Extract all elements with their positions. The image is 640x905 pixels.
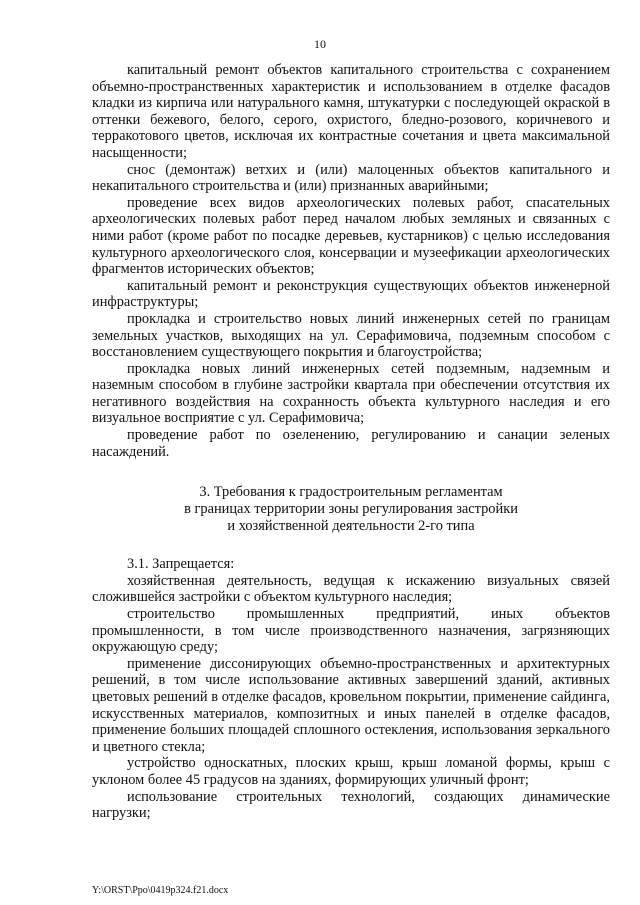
subsection-title: 3.1. Запрещается:	[127, 556, 235, 573]
document-body	[92, 62, 610, 822]
paragraph: проведение работ по озеленению, регулированию и санации зеленых насаждений.	[92, 427, 610, 460]
paragraph: применение диссонирующих объемно-пространственных и архитектурных решений, в том числе использование активных завершений зданий, активных цветовых решений в отделке фасадов, кровельном покрытии, применение сайдинга, искусственных материалов, композитных и иных панелей в отделке фасадов, применение больших площадей сплошного остекления, использования зеркального и цветного стекла;	[92, 655, 610, 755]
section-heading-line: 3. Требования к градостроительным регламентам	[199, 484, 503, 501]
footer-file-path: Y:\ORST\Ppo\0419p324.f21.docx	[92, 885, 229, 896]
paragraph: строительство промышленных предприятий, иных объектов промышленности, в том числе производственного назначения, загрязняющих окружающую среду;	[92, 606, 610, 656]
section-heading-line: и хозяйственной деятельности 2-го типа	[227, 518, 475, 535]
paragraph: использование строительных технологий, создающих динамические нагрузки;	[92, 788, 610, 822]
paragraph: хозяйственная деятельность, ведущая к искажению визуальных связей сложившейся застройки с объектом культурного наследия;	[92, 572, 610, 606]
paragraph: прокладка и строительство новых линий инженерных сетей по границам земельных участков, выходящих на ул. Серафимовича, подземным способом с восстановлением существующего покрытия и благоустройства;	[92, 310, 610, 361]
paragraph: капитальный ремонт объектов капитального строительства с сохранением объемно-пространственных характеристик и использованием в отделке фасадов кладки из кирпича или натурального камня, штукатурки с последующей окраской в оттенки бежевого, белого, серого, охристого, бледно-розового, коричневого и терракотового цветов, исключая их контрастные сочетания и цвета максимальной насыщенности;	[92, 62, 610, 161]
paragraph: снос (демонтаж) ветхих и (или) малоценных объектов капитального и некапитального строительства и (или) признанных аварийными;	[92, 161, 610, 195]
section-heading	[92, 484, 610, 535]
section-heading-line: в границах территории зоны регулирования застройки	[184, 501, 518, 518]
paragraph: проведение всех видов археологических полевых работ, спасательных археологических полевых работ перед началом любых земляных и связанных с ними работ (кроме работ по посадке деревьев, кустарников) с целью исследования культурного археологического слоя, консервации и музеефикации археологических фрагментов исторических объектов;	[92, 194, 610, 278]
paragraph: прокладка новых линий инженерных сетей подземным, надземным и наземным способом в глубине застройки квартала при обеспечении отсутствия их негативного воздействия на сохранность объекта культурного наследия и его визуальное восприятие с ул. Серафимовича;	[92, 360, 610, 427]
paragraph: капитальный ремонт и реконструкция существующих объектов инженерной инфраструктуры;	[92, 277, 610, 311]
page-number: 10	[314, 37, 326, 51]
paragraph: устройство односкатных, плоских крыш, крыш ломаной формы, крыш с уклоном более 45 градусов на зданиях, формирующих уличный фронт;	[92, 755, 610, 788]
